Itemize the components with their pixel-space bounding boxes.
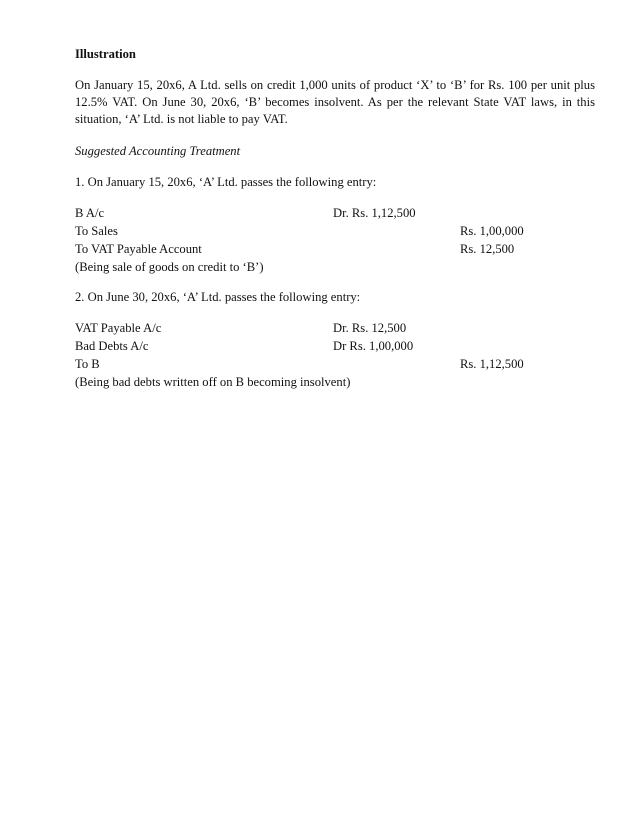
step-1-text: 1. On January 15, 20x6, ‘A’ Ltd. passes the following entry: — [75, 175, 377, 189]
account-name: Bad Debts A/c — [75, 339, 149, 353]
journal-row — [75, 320, 595, 338]
journal-row — [75, 205, 595, 223]
account-name: To B — [75, 357, 100, 371]
journal-row — [75, 241, 595, 259]
account-name: VAT Payable A/c — [75, 321, 162, 335]
journal-row — [75, 223, 595, 241]
account-name: B A/c — [75, 206, 105, 220]
credit-amount: Rs. 1,00,000 — [460, 224, 524, 238]
suggested-treatment-heading: Suggested Accounting Treatment — [75, 144, 241, 158]
credit-amount: Rs. 12,500 — [460, 242, 515, 256]
intro-paragraph: On January 15, 20x6, A Ltd. sells on credit 1,000 units of product ‘X’ to ‘B’ for Rs. 100 per unit plus 12.5% VAT. On June 30, 20x6, ‘B’ becomes insolvent. As per the relevant State VAT laws, in this situation, ‘A’ Ltd. is not liable to pay VAT. — [75, 78, 595, 126]
account-name: To VAT Payable Account — [75, 242, 202, 256]
narration: (Being sale of goods on credit to ‘B’) — [75, 260, 264, 274]
journal-entry-2 — [75, 320, 595, 392]
debit-amount: Dr Rs. 1,00,000 — [333, 339, 414, 353]
journal-row — [75, 338, 595, 356]
credit-amount: Rs. 1,12,500 — [460, 357, 524, 371]
step-2-text: 2. On June 30, 20x6, ‘A’ Ltd. passes the following entry: — [75, 290, 361, 304]
journal-entry-1 — [75, 205, 595, 277]
journal-row — [75, 356, 595, 374]
illustration-heading: Illustration — [75, 47, 136, 61]
debit-amount: Dr. Rs. 1,12,500 — [333, 206, 416, 220]
document-page — [75, 46, 595, 404]
narration: (Being bad debts written off on B becoming insolvent) — [75, 375, 351, 389]
debit-amount: Dr. Rs. 12,500 — [333, 321, 407, 335]
account-name: To Sales — [75, 224, 118, 238]
